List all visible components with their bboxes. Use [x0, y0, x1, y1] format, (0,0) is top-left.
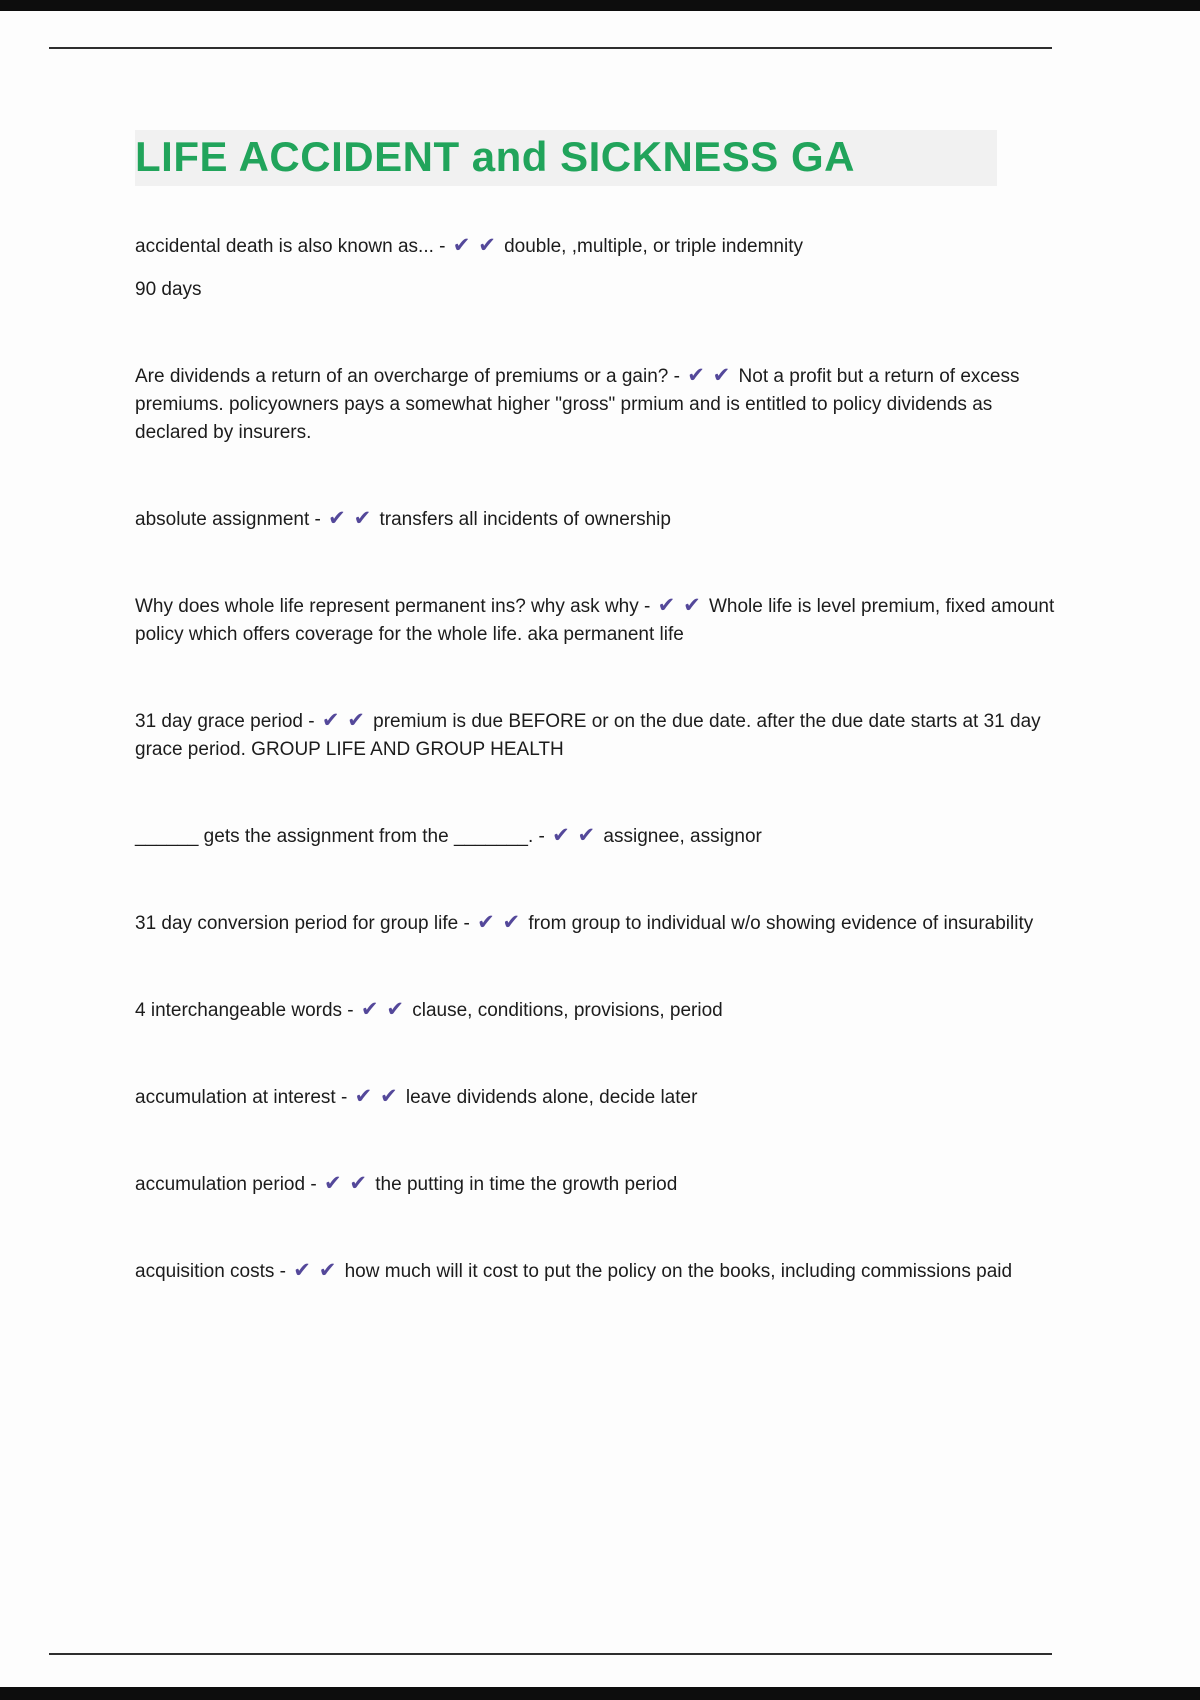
qa-separator: - [638, 596, 656, 618]
qa-term: 31 day conversion period for group life [135, 913, 459, 935]
qa-entry [135, 276, 1067, 304]
bottom-edge-bar [0, 1687, 1200, 1700]
qa-term: ______ gets the assignment from the _______. [135, 826, 534, 848]
qa-separator: - [433, 236, 451, 258]
qa-term: Are dividends a return of an overcharge of premiums or a gain? [135, 366, 669, 388]
double-check-icon: ✔ ✔ [328, 507, 373, 531]
qa-term: absolute assignment [135, 509, 310, 531]
qa-answer: premium is due BEFORE or on the due date. after the due date starts at 31 day grace period. GROUP LIFE AND GROUP HEALTH [135, 711, 1041, 761]
qa-separator: - [458, 913, 476, 935]
qa-entry [135, 996, 1067, 1025]
bottom-rule-line [49, 1653, 1052, 1655]
qa-entry [135, 822, 1067, 851]
qa-entry [135, 909, 1067, 938]
qa-term: acquisition costs [135, 1261, 275, 1283]
qa-answer: double, ,multiple, or triple indemnity [498, 236, 803, 258]
qa-term: accumulation at interest [135, 1087, 336, 1109]
qa-separator: - [274, 1261, 292, 1283]
qa-answer: from group to individual w/o showing evidence of insurability [523, 913, 1034, 935]
double-check-icon: ✔ ✔ [687, 364, 732, 388]
top-edge-bar [0, 0, 1200, 11]
qa-answer: how much will it cost to put the policy on the books, including commissions paid [339, 1261, 1013, 1283]
qa-separator: - [335, 1087, 353, 1109]
double-check-icon: ✔ ✔ [477, 911, 522, 935]
qa-answer: Whole life is level premium, fixed amount policy which offers coverage for the whole life. aka permanent life [135, 596, 1055, 646]
qa-answer: the putting in time the growth period [369, 1174, 678, 1196]
double-check-icon: ✔ ✔ [323, 1172, 368, 1196]
qa-term: Why does whole life represent permanent ins? why ask why [135, 596, 639, 618]
double-check-icon: ✔ ✔ [452, 234, 497, 258]
qa-answer: clause, conditions, provisions, period [406, 1000, 723, 1022]
double-check-icon: ✔ ✔ [293, 1259, 338, 1283]
double-check-icon: ✔ ✔ [354, 1085, 399, 1109]
page-content [135, 130, 1067, 1286]
qa-entry [135, 1257, 1067, 1286]
qa-separator: - [302, 711, 320, 733]
qa-answer: Not a profit but a return of excess premiums. policyowners pays a somewhat higher "gross" prmium and is entitled to policy dividends as declared by insurers. [135, 366, 1020, 444]
qa-entry [135, 362, 1067, 447]
qa-separator: - [305, 1174, 322, 1196]
qa-term: 31 day grace period [135, 711, 303, 733]
double-check-icon: ✔ ✔ [552, 824, 597, 848]
qa-term: accidental death is also known as... [135, 236, 434, 258]
qa-entry [135, 592, 1067, 649]
qa-separator: - [533, 826, 551, 848]
page-title: LIFE ACCIDENT and SICKNESS GA [135, 130, 997, 186]
qa-term: 90 days [135, 279, 202, 301]
double-check-icon: ✔ ✔ [360, 998, 405, 1022]
qa-answer: transfers all incidents of ownership [374, 509, 671, 531]
qa-entry [135, 1170, 1067, 1199]
qa-entry [135, 707, 1067, 764]
double-check-icon: ✔ ✔ [321, 709, 366, 733]
qa-separator: - [309, 509, 327, 531]
qa-separator: - [342, 1000, 359, 1022]
top-rule-line [49, 47, 1052, 49]
qa-term: 4 interchangeable words [135, 1000, 343, 1022]
qa-answer: assignee, assignor [598, 826, 762, 848]
qa-separator: - [668, 366, 686, 388]
qa-entry [135, 232, 1067, 261]
double-check-icon: ✔ ✔ [657, 594, 702, 618]
qa-term: accumulation period [135, 1174, 306, 1196]
qa-entry [135, 505, 1067, 534]
qa-answer: leave dividends alone, decide later [400, 1087, 698, 1109]
qa-entry [135, 1083, 1067, 1112]
qa-list [135, 232, 1067, 1286]
